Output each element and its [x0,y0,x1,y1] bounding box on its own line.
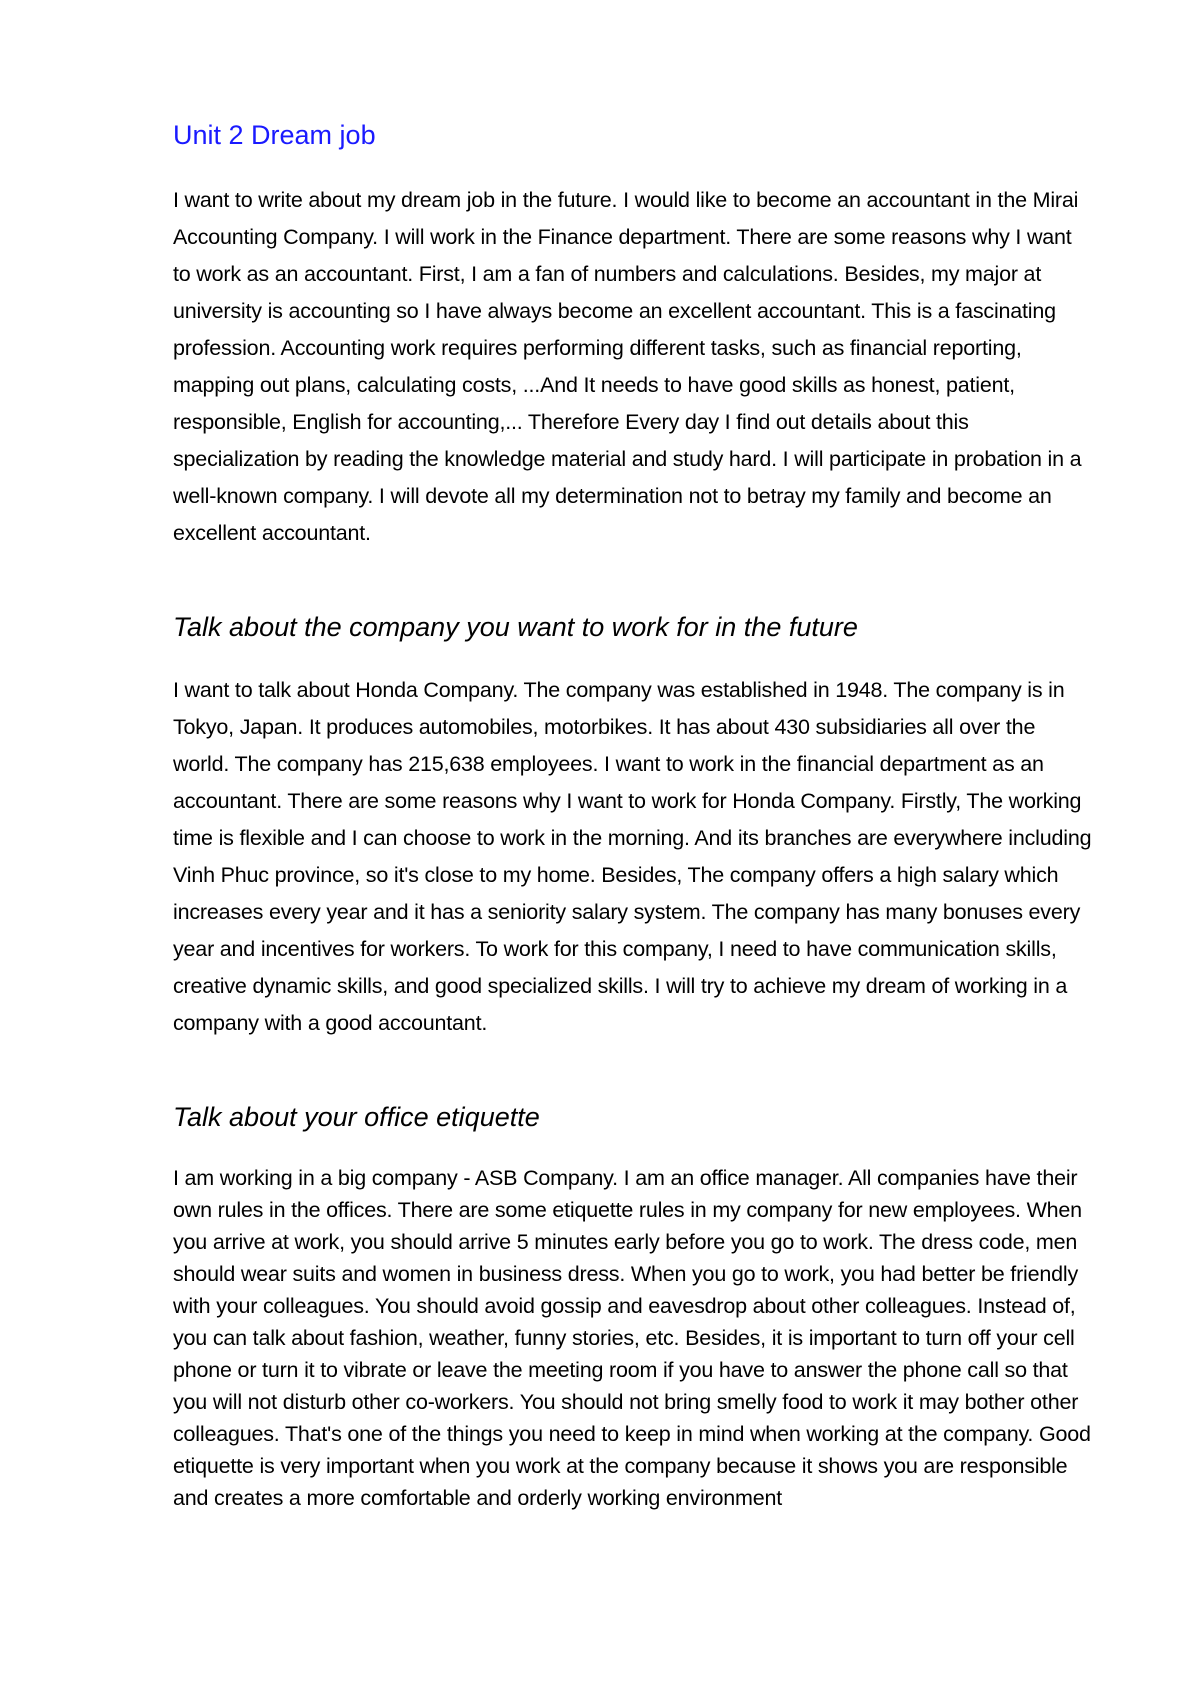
etiquette-section-heading: Talk about your office etiquette [173,1102,540,1132]
company-paragraph: I want to talk about Honda Company. The company was established in 1948. The company is in Tokyo, Japan. It produces automobiles, motorbikes. It has about 430 subsidiaries all over the world. The company has 215,638 employees. I want to work in the financial department as an accountant. There are some reasons why I want to work for Honda Company. Firstly, The working time is flexible and I can choose to work in the morning. And its branches are everywhere including Vinh Phuc province, so it's close to my home. Besides, The company offers a high salary which increases every year and it has a seniority salary system. The company has many bonuses every year and incentives for workers. To work for this company, I need to have communication skills, creative dynamic skills, and good specialized skills. I will try to achieve my dream of working in a company with a good accountant. [173,678,1092,1035]
page-title: Unit 2 Dream job [173,120,376,150]
company-section-heading: Talk about the company you want to work for in the future [173,612,858,642]
etiquette-paragraph: I am working in a big company - ASB Company. I am an office manager. All companies have their own rules in the offices. There are some etiquette rules in my company for new employees. When you arrive at work, you should arrive 5 minutes early before you go to work. The dress code, men should wear suits and women in business dress. When you go to work, you had better be friendly with your colleagues. You should avoid gossip and eavesdrop about other colleagues. Instead of, you can talk about fashion, weather, funny stories, etc. Besides, it is important to turn off your cell phone or turn it to vibrate or leave the meeting room if you have to answer the phone call so that you will not disturb other co-workers. You should not bring smelly food to work it may bother other colleagues. That's one of the things you need to keep in mind when working at the company. Good etiquette is very important when you work at the company because it shows you are responsible and creates a more comfortable and orderly working environment [173,1166,1091,1510]
document-page [173,0,1103,1698]
dream-job-paragraph: I want to write about my dream job in the future. I would like to become an accountant in the Mirai Accounting Company. I will work in the Finance department. There are some reasons why I want to work as an accountant. First, I am a fan of numbers and calculations. Besides, my major at university is accounting so I have always become an excellent accountant. This is a fascinating profession. Accounting work requires performing different tasks, such as financial reporting, mapping out plans, calculating costs, ...And It needs to have good skills as honest, patient, responsible, English for accounting,... Therefore Every day I find out details about this specialization by reading the knowledge material and study hard. I will participate in probation in a well-known company. I will devote all my determination not to betray my family and become an excellent accountant. [173,188,1082,545]
